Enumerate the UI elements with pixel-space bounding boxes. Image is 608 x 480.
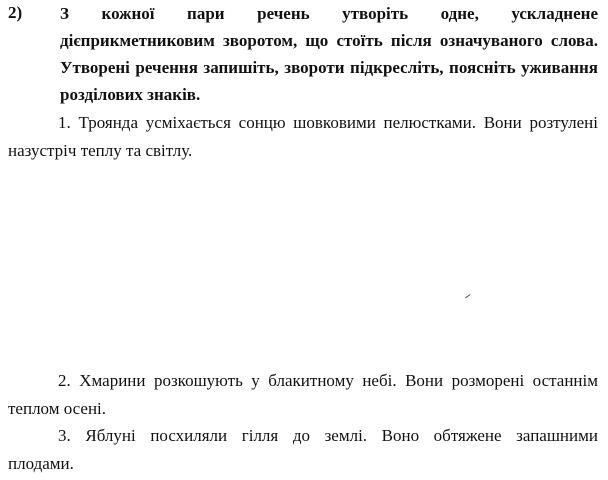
sentence-pair-1-line1: 1. Троянда усміхається сонцю шовковими пелюстками. Вони розтулені bbox=[58, 113, 598, 132]
task-text bbox=[60, 0, 598, 108]
sentence-pair-2-rest: теплом осені. bbox=[8, 399, 107, 418]
task-text-rest: дієприкметниковим зворотом, що стоїть після означуваного слова. Утворені речення запишіть, звороти підкресліть, поясніть уживання розділових знаків. bbox=[60, 31, 598, 104]
sentence-pair-3 bbox=[8, 422, 598, 478]
sentence-pair-3-line1: 3. Яблуні посхиляли гілля до землі. Воно обтяжене запашними bbox=[58, 426, 598, 445]
sentence-pair-1 bbox=[8, 109, 598, 165]
sentence-pair-1-rest: назустріч теплу та світлу. bbox=[8, 141, 193, 160]
sentence-pair-3-rest: плодами. bbox=[8, 454, 74, 473]
task-number: 2) bbox=[8, 3, 23, 22]
task-instruction bbox=[8, 0, 598, 108]
sentence-pair-2 bbox=[8, 367, 598, 423]
pen-mark bbox=[463, 292, 470, 299]
task-text-line1: З кожної пари речень утворіть одне, ускладнене bbox=[60, 4, 598, 23]
sentence-pair-2-line1: 2. Хмарини розкошують у блакитному небі. Вони розморені останнім bbox=[58, 371, 598, 390]
